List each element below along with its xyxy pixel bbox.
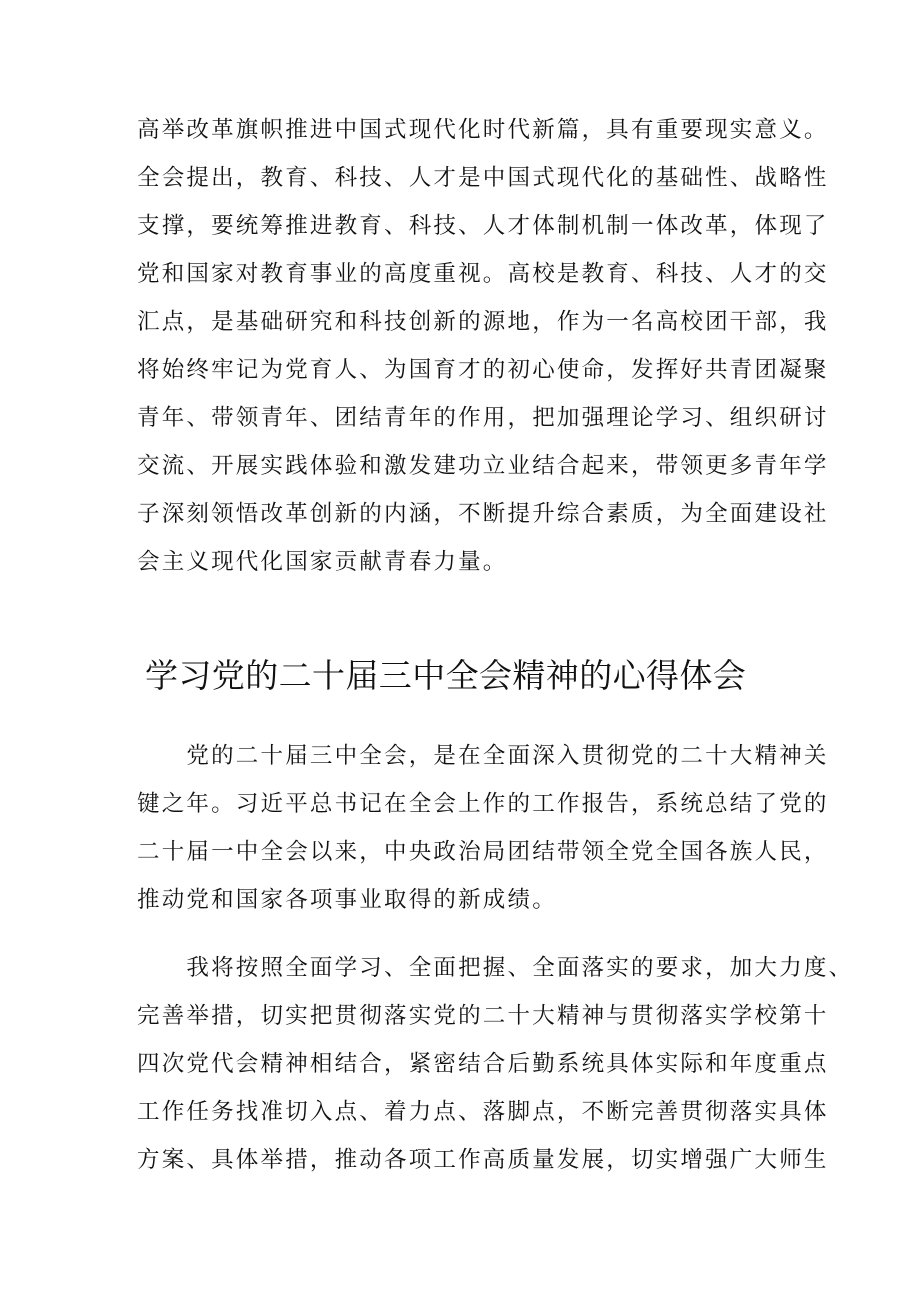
text-line: 交流、开展实践体验和激发建功立业结合起来，带领更多青年学 — [137, 453, 829, 479]
text-line: 全会提出，教育、科技、人才是中国式现代化的基础性、战略性 — [137, 165, 829, 191]
text-line: 子深刻领悟改革创新的内涵，不断提升综合素质，为全面建设社 — [137, 501, 829, 527]
text-line: 支撑，要统筹推进教育、科技、人才体制机制一体改革，体现了 — [137, 213, 829, 239]
text-line: 汇点，是基础研究和科技创新的源地，作为一名高校团干部，我 — [137, 309, 829, 335]
text-line: 方案、具体举措，推动各项工作高质量发展，切实增强广大师生 — [137, 1147, 829, 1173]
text-line: 会主义现代化国家贡献青春力量。 — [137, 549, 508, 575]
text-line: 键之年。习近平总书记在全会上作的工作报告，系统总结了党的 — [137, 791, 829, 817]
text-line: 完善举措，切实把贯彻落实党的二十大精神与贯彻落实学校第十 — [137, 1003, 829, 1029]
text-line: 我将按照全面学习、全面把握、全面落实的要求，加大力度、 — [137, 955, 854, 981]
text-line: 青年、带领青年、团结青年的作用，把加强理论学习、组织研讨 — [137, 405, 829, 431]
text-line: 推动党和国家各项事业取得的新成绩。 — [137, 887, 557, 913]
continued-paragraph — [137, 106, 829, 586]
paragraph-1 — [137, 732, 829, 924]
paragraph-2 — [137, 944, 854, 1184]
text-line: 二十届一中全会以来，中央政治局团结带领全党全国各族人民， — [137, 839, 829, 865]
text-line: 将始终牢记为党育人、为国育才的初心使命，发挥好共青团凝聚 — [137, 357, 829, 383]
text-line: 四次党代会精神相结合，紧密结合后勤系统具体实际和年度重点 — [137, 1051, 829, 1077]
text-line: 高举改革旗帜推进中国式现代化时代新篇，具有重要现实意义。 — [137, 117, 829, 143]
text-line: 党和国家对教育事业的高度重视。高校是教育、科技、人才的交 — [137, 261, 829, 287]
text-line: 工作任务找准切入点、着力点、落脚点，不断完善贯彻落实具体 — [137, 1099, 829, 1125]
section-title: 学习党的二十届三中全会精神的心得体会 — [145, 656, 747, 695]
text-line: 党的二十届三中全会，是在全面深入贯彻党的二十大精神关 — [137, 743, 829, 769]
